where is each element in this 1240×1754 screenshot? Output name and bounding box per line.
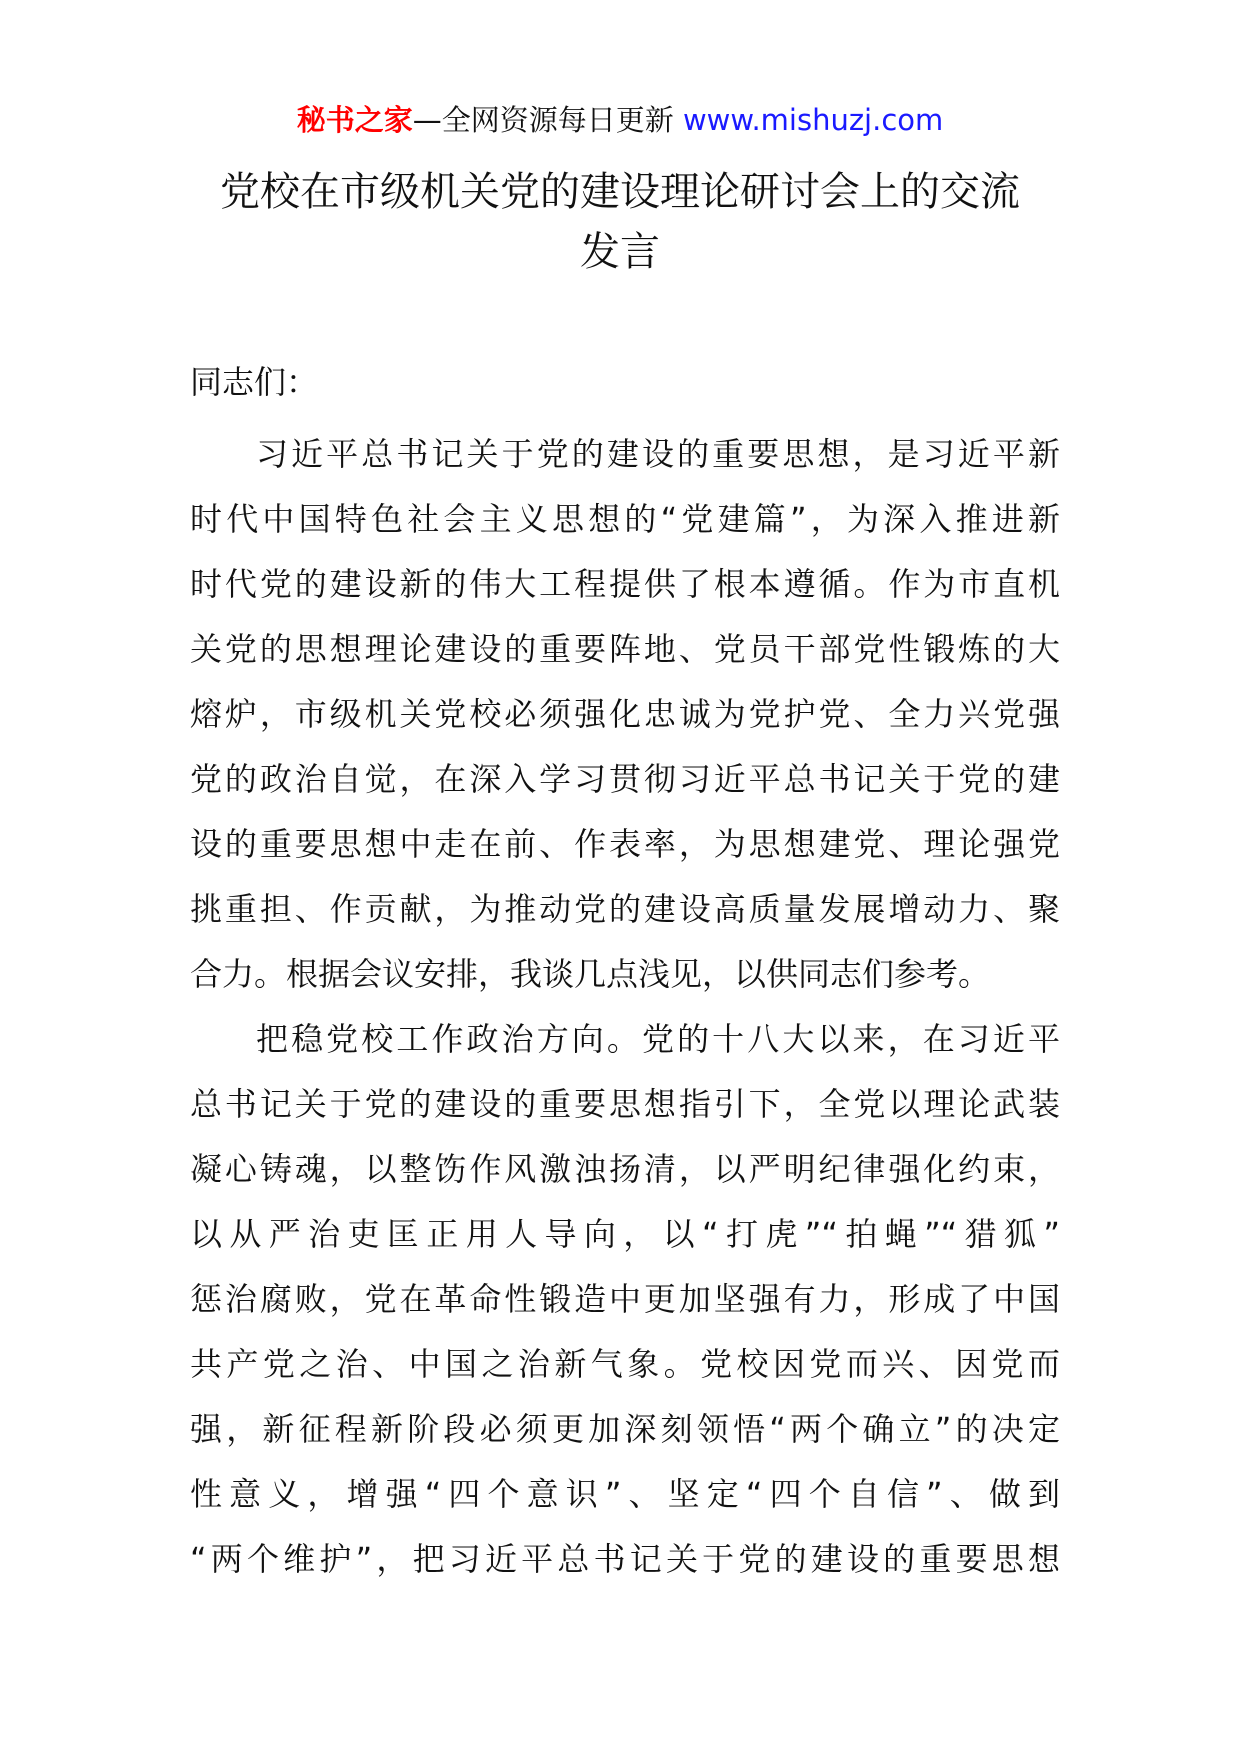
text-line: 凝心铸魂，以整饬作风激浊扬清，以严明纪律强化约束， [190, 1150, 1060, 1188]
paragraph [190, 422, 1060, 1007]
text-line: 党的政治自觉，在深入学习贯彻习近平总书记关于党的建 [190, 760, 1060, 798]
text-line: 惩治腐败，党在革命性锻造中更加坚强有力，形成了中国 [190, 1280, 1060, 1318]
header-banner [0, 100, 1240, 140]
text-line: 共产党之治、中国之治新气象。党校因党而兴、因党而 [190, 1345, 1060, 1383]
text-line: 关党的思想理论建设的重要阵地、党员干部党性锻炼的大 [190, 630, 1060, 668]
text-line: 强，新征程新阶段必须更加深刻领悟“两个确立”的决定 [190, 1410, 1060, 1448]
text-line: “两个维护”，把习近平总书记关于党的建设的重要思想 [190, 1540, 1060, 1578]
text-line: 时代党的建设新的伟大工程提供了根本遵循。作为市直机 [190, 565, 1060, 603]
banner-url-link[interactable]: www.mishuzj.com [682, 103, 944, 137]
text-line: 设的重要思想中走在前、作表率，为思想建党、理论强党 [190, 825, 1060, 863]
salutation: 同志们： [190, 363, 319, 401]
text-line: 时代中国特色社会主义思想的“党建篇”，为深入推进新 [190, 500, 1060, 538]
text-line: 挑重担、作贡献，为推动党的建设高质量发展增动力、聚 [190, 890, 1060, 928]
document-title [180, 162, 1060, 282]
title-line: 发言 [580, 229, 660, 275]
banner-brand: 秘书之家 [296, 103, 413, 137]
body-paragraph-2 [190, 1007, 1060, 1592]
text-line: 总书记关于党的建设的重要思想指引下，全党以理论武装 [190, 1085, 1060, 1123]
title-line: 党校在市级机关党的建设理论研讨会上的交流 [220, 169, 1020, 215]
paragraph [190, 1007, 1060, 1592]
banner-tagline: —全网资源每日更新 [412, 103, 674, 137]
text-line: 习近平总书记关于党的建设的重要思想，是习近平新 [256, 435, 1060, 473]
text-line: 性意义，增强“四个意识”、坚定“四个自信”、做到 [190, 1475, 1060, 1513]
text-line: 合力。根据会议安排，我谈几点浅见，以供同志们参考。 [190, 955, 991, 993]
text-line: 熔炉，市级机关党校必须强化忠诚为党护党、全力兴党强 [190, 695, 1060, 733]
body-paragraph-1 [190, 422, 1060, 1007]
text-line: 以从严治吏匡正用人导向，以“打虎”“拍蝇”“猎狐” [190, 1215, 1060, 1253]
text-line: 把稳党校工作政治方向。党的十八大以来，在习近平 [256, 1020, 1060, 1058]
